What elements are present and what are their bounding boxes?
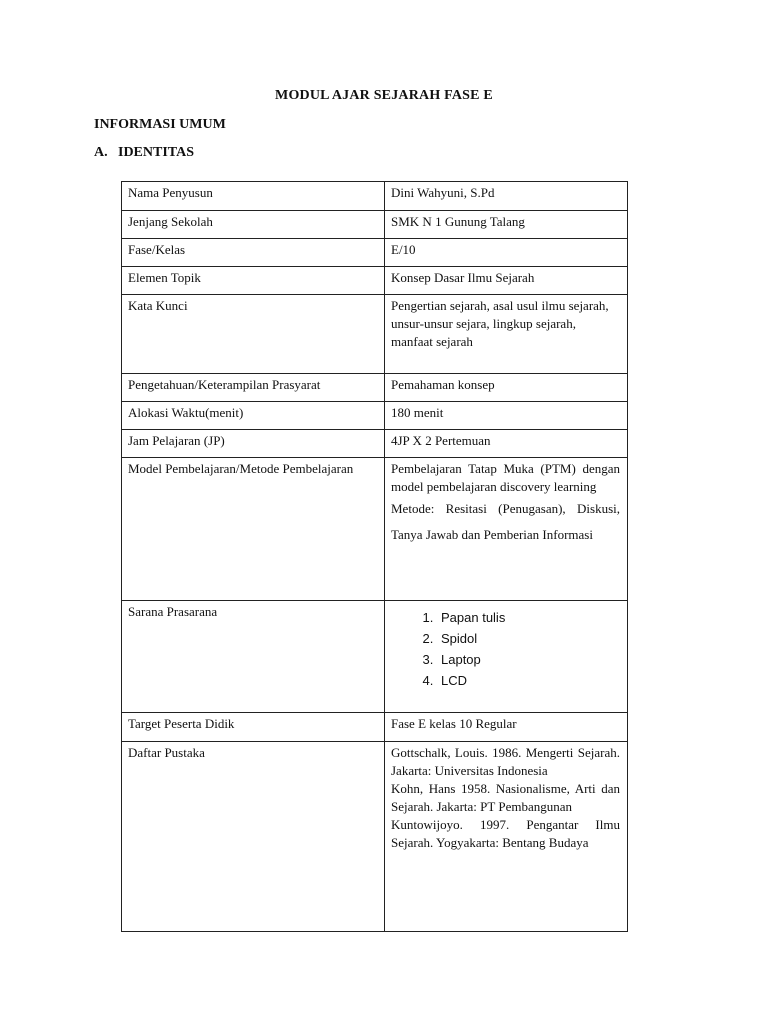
row-label: Jam Pelajaran (JP) [122,430,385,458]
list-item: 1. Papan tulis [437,607,620,628]
row-value: Pengertian sejarah, asal usul ilmu sejarah, unsur-unsur sejara, lingkup sejarah, manfaat sejarah [385,295,628,374]
row-value: 180 menit [385,402,628,430]
table-row [122,182,628,211]
learning-model-text: Pembelajaran Tatap Muka (PTM) dengan model pembelajaran discovery learning [391,461,620,494]
document-title: MODUL AJAR SEJARAH FASE E [275,88,493,103]
table-row [122,374,628,402]
row-value: 4JP X 2 Pertemuan [385,430,628,458]
row-value: Fase E kelas 10 Regular [385,713,628,742]
learning-method-text: Metode: Resitasi (Penugasan), Diskusi, Tanya Jawab dan Pemberian Informasi [391,501,620,542]
list-item: 4. LCD [437,670,620,691]
table-row [122,239,628,267]
row-label: Alokasi Waktu(menit) [122,402,385,430]
table-row [122,713,628,742]
identity-table [121,181,628,932]
row-value [385,742,628,932]
subsection-number: A. [94,145,108,160]
row-label: Nama Penyusun [122,182,385,211]
row-value: SMK N 1 Gunung Talang [385,211,628,239]
row-label: Sarana Prasarana [122,601,385,713]
row-label: Pengetahuan/Keterampilan Prasyarat [122,374,385,402]
table-row [122,742,628,932]
table-row [122,402,628,430]
reference-entry: Kuntowijoyo. 1997. Pengantar Ilmu Sejarah. Yogyakarta: Bentang Budaya [391,817,620,850]
row-value [385,458,628,601]
row-label: Kata Kunci [122,295,385,374]
section-heading: INFORMASI UMUM [94,117,226,132]
row-label: Model Pembelajaran/Metode Pembelajaran [122,458,385,601]
table-row [122,295,628,374]
row-value: Pemahaman konsep [385,374,628,402]
subsection-heading [94,145,194,161]
table-row [122,211,628,239]
row-value: Dini Wahyuni, S.Pd [385,182,628,211]
row-label: Daftar Pustaka [122,742,385,932]
list-item: 3. Laptop [437,649,620,670]
list-item: 2. Spidol [437,628,620,649]
reference-entry: Gottschalk, Louis. 1986. Mengerti Sejarah. Jakarta: Universitas Indonesia [391,745,620,778]
row-label: Target Peserta Didik [122,713,385,742]
table-row [122,430,628,458]
facilities-list [391,607,620,691]
reference-entry: Kohn, Hans 1958. Nasionalisme, Arti dan Sejarah. Jakarta: PT Pembangunan [391,781,620,814]
row-value: Konsep Dasar Ilmu Sejarah [385,267,628,295]
table-row [122,458,628,601]
row-label: Fase/Kelas [122,239,385,267]
row-label: Elemen Topik [122,267,385,295]
row-value [385,601,628,713]
row-value: E/10 [385,239,628,267]
table-row [122,267,628,295]
subsection-title: IDENTITAS [118,145,194,160]
row-label: Jenjang Sekolah [122,211,385,239]
table-row [122,601,628,713]
